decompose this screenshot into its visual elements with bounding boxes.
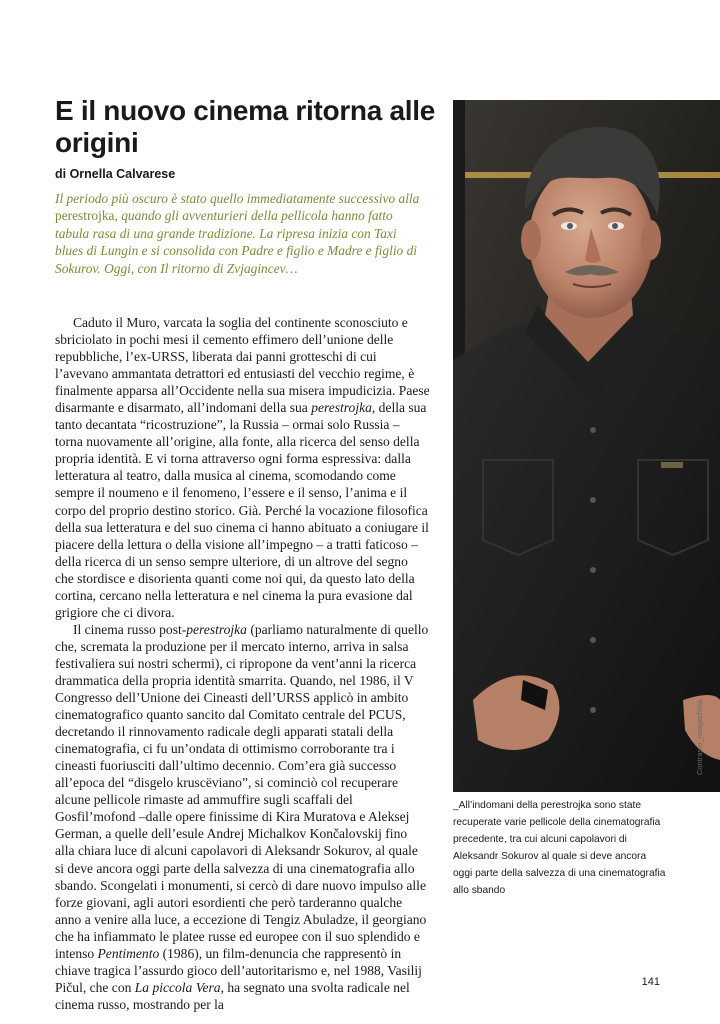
- body-italic: perestrojka: [186, 621, 247, 637]
- body-text: , ha segnato una svolta radicale nel cinema russo, mostrando per la: [55, 979, 410, 1012]
- body-text: Il cinema russo post-: [73, 621, 187, 637]
- article-body: [55, 314, 430, 1013]
- body-paragraph-2: [55, 621, 430, 1013]
- body-paragraph-1: [55, 314, 430, 621]
- body-text: , della sua tanto decantata “ricostruzione”, la Russia – ormai solo Russia – torna nuovamente all’origine, alla fonte, alla ricerca del senso della propria identità. E vi torna attraverso ogni forma espressiva: dalla letteratura al teatro, dalla musica al cinema, scomodando come sempre il noumeno e il fenomeno, l’essere e il senso, l’anima e il corpo del proprio destino storico. Già. Perché la vocazione filosofica della sua letteratura e del suo cinema ci hanno abituato a coniugare il piacere della lettura o della visione all’impegno – a tratti faticoso – della ricerca di un senso sempre ulteriore, di un altrove del segno che stordisce e disorienta quanti come noi qui, da questo lato della cortina, cercano nella letteratura e nel cinema la pura evasione dal grigiore che ci divora.: [55, 400, 429, 620]
- photo-caption: _All’indomani della perestrojka sono state recuperate varie pellicole della cinematografia precedente, tra cui alcuni capolavori di Aleksandr Sokurov al quale si deve ancora oggi parte della salvezza di una cinematografia allo sbando: [453, 800, 666, 896]
- page-number: 141: [641, 976, 660, 988]
- lead-text-2: , quando gli avventurieri della pellicola hanno fatto tabula rasa di una grande tradizione. La ripresa inizia con Taxi blues di Lungin e si consolida con Padre e figlio e Madre e figlio di Sokurov. Oggi, con Il ritorno di Zvjagincev…: [55, 208, 417, 276]
- body-italic: Pentimento: [97, 945, 160, 961]
- byline: di Ornella Calvarese: [55, 167, 176, 181]
- body-italic: perestrojka: [311, 400, 372, 416]
- body-text: (parliamo naturalmente di quello che, scremata la produzione per il mercato interno, arriva in salsa festivaliera sui nostri schermi), ci ripropone da vent’anni la ricerca drammatica della propria identità smarrita. Quando, nel 1986, il V Congresso dell’Unione dei Cineasti dell’URSS applicò in ambito cinematografico quanto sancito dal Comitato centrale del PCUS, decretando il rinnovamento radicale degli apparati statali della cinematografia, ci fu un’ondata di ottimismo corroborante tra i cineasti fuoriusciti dall’ultimo decennio. Com’era già successo all’epoca del “disgelo kruscëviano”, si cominciò col recuperare alcune pellicole rimaste ad ammuffire sugli scaffali del Gosfil’mofond –dalle opere finissime di Kira Muratova e Aleksej German, a quelle dell’esule Andrej Michalkov Končalovskij fino alla chiara luce di alcuni capolavori di Aleksandr Sokurov, al quale si deve ancora oggi parte della salvezza di una cinematografia allo sbando. Scongelati i monumenti, si cercò di dare nuovo impulso alle forze giovani, agli autori esordienti che però tarderanno qualche anno a venire alla luce, a eccezione di Tengiz Abuladze, il georgiano che ha infiammato le platee russe ed europee con il suo splendido e intenso: [55, 621, 429, 961]
- body-italic: La piccola Vera: [134, 979, 221, 995]
- portrait-photo: [453, 100, 720, 792]
- article-lead: [55, 190, 427, 277]
- lead-text-1: Il periodo più oscuro è stato quello immediatamente successivo alla: [55, 191, 420, 206]
- body-text: Caduto il Muro, varcata la soglia del continente sconosciuto e sbriciolato in pochi mesi il cemento effimero dell’unione delle repubbliche, l’ex-URSS, liberata dai panni grotteschi di cui l’avevano ammantata detrattori ed entusiasti del vecchio regime, è finalmente apparsa all’Occidente nella sua misera impudicizia. Paese disarmante e disarmato, all’indomani della sua: [55, 315, 430, 416]
- photo-credit: Contrasto_imagechina: [695, 699, 704, 775]
- portrait-illustration: [453, 100, 720, 792]
- lead-term: perestrojka: [55, 208, 115, 224]
- body-text: (1986), un film-denuncia che rappresentò in chiave tragica l’assurdo gioco dell’autoritarismo e, nel 1988, Vasilij Pičul, che con: [55, 945, 422, 995]
- article-title: E il nuovo cinema ritorna alle origini: [55, 95, 435, 158]
